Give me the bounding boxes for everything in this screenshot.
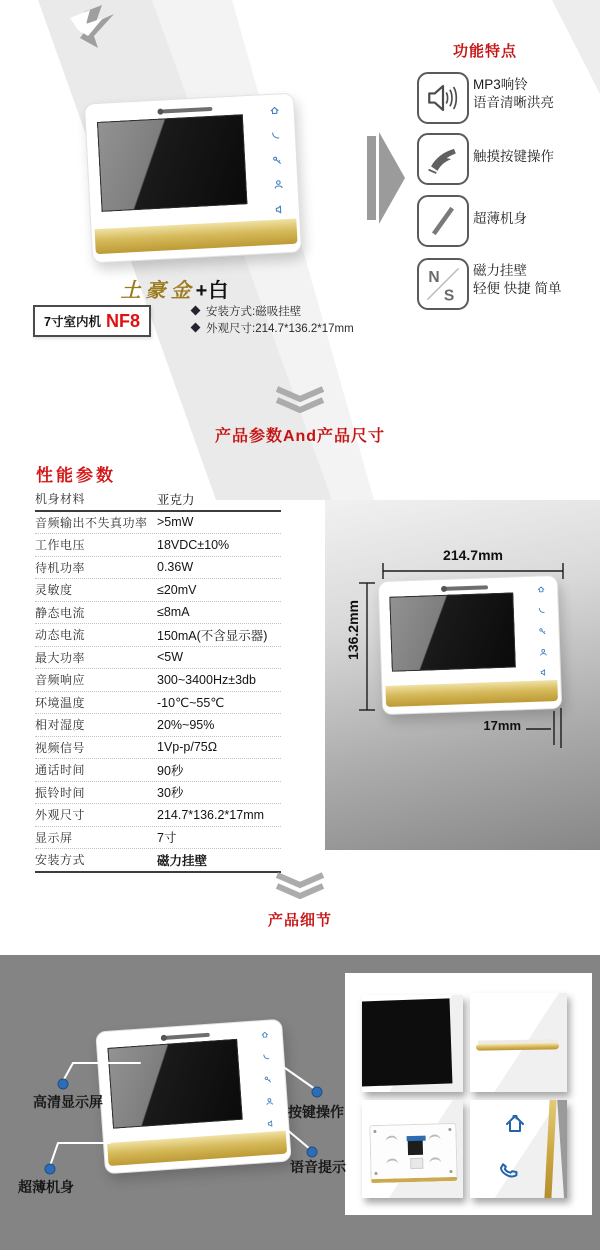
device-screen bbox=[97, 114, 247, 212]
table-row bbox=[35, 714, 281, 737]
chevron-down-icon bbox=[275, 872, 325, 900]
color-name-gold: 土豪金 bbox=[120, 278, 196, 302]
bullet-size-text: 外观尺寸:214.7*136.2*17mm bbox=[206, 322, 354, 335]
model-size-label: 7寸室内机 bbox=[44, 315, 101, 329]
screw-dot bbox=[375, 1171, 378, 1174]
diamond-bullet-icon bbox=[191, 323, 201, 333]
touch-hand-icon bbox=[421, 137, 465, 181]
home-icon bbox=[503, 1112, 527, 1136]
feature-text-touch bbox=[473, 148, 598, 166]
spec-label: 显示屏 bbox=[35, 830, 73, 845]
spec-value: ≤8mA bbox=[157, 605, 190, 620]
feature-box-mp3 bbox=[417, 72, 469, 124]
magnet-ns-icon bbox=[421, 262, 465, 306]
spec-value: 20%~95% bbox=[157, 717, 215, 732]
screw-dot bbox=[450, 1169, 453, 1172]
brand-logo bbox=[165, 1032, 210, 1039]
section-title-details: 产品细节 bbox=[267, 912, 332, 929]
table-row bbox=[35, 827, 281, 850]
spec-value: 亚克力 bbox=[157, 492, 195, 507]
spec-label: 机身材料 bbox=[35, 492, 86, 507]
gold-strip bbox=[95, 219, 298, 255]
feature-box-magnet bbox=[417, 258, 469, 310]
table-row bbox=[35, 782, 281, 805]
table-row bbox=[35, 602, 281, 625]
detail-photo-screen bbox=[362, 995, 463, 1092]
spec-label: 外观尺寸 bbox=[35, 808, 86, 823]
dimension-panel bbox=[325, 500, 600, 850]
magnet-n-letter: N bbox=[428, 269, 440, 287]
gold-strip bbox=[107, 1131, 288, 1166]
feature-text-mp3 bbox=[473, 76, 598, 112]
spec-value: 214.7*136.2*17mm bbox=[157, 807, 265, 822]
height-dimension-label: 136.2mm bbox=[345, 600, 361, 660]
spec-label: 安装方式 bbox=[35, 853, 86, 868]
spec-value: 300~3400Hz±3db bbox=[157, 672, 256, 687]
device-body bbox=[95, 1019, 292, 1175]
phone-icon bbox=[271, 130, 282, 141]
diamond-bullet-icon bbox=[191, 306, 201, 316]
table-row bbox=[35, 534, 281, 557]
flow-arrow-icon bbox=[379, 132, 405, 224]
spec-label: 音频输出不失真功率 bbox=[35, 515, 148, 530]
spec-value: 30秒 bbox=[157, 786, 184, 801]
detail-photo-keys bbox=[470, 1100, 567, 1198]
back-plate bbox=[369, 1122, 457, 1182]
bullet-install bbox=[192, 302, 354, 319]
mount-slot bbox=[386, 1158, 398, 1165]
feature-line: 超薄机身 bbox=[473, 211, 527, 226]
screw-dot bbox=[449, 1128, 452, 1131]
mount-slot bbox=[428, 1133, 440, 1140]
features-title: 功能特点 bbox=[452, 43, 517, 60]
feature-text-slim bbox=[473, 210, 598, 228]
spec-value: 18VDC±10% bbox=[157, 537, 230, 552]
mount-slot bbox=[386, 1134, 398, 1141]
product-details-section bbox=[0, 955, 600, 1250]
table-row bbox=[35, 849, 281, 873]
speaker-icon bbox=[267, 1120, 276, 1129]
annotation-slim: 超薄机身 bbox=[18, 1179, 74, 1195]
phone-icon bbox=[497, 1159, 521, 1183]
table-row bbox=[35, 737, 281, 760]
mount-slot bbox=[429, 1157, 441, 1164]
speaker-icon bbox=[275, 204, 286, 215]
spec-label: 待机功率 bbox=[35, 560, 86, 575]
table-row bbox=[35, 669, 281, 692]
loudspeaker-icon bbox=[421, 76, 465, 120]
slim-body-icon bbox=[421, 199, 465, 243]
home-icon bbox=[261, 1030, 270, 1039]
annotation-keys: 按键操作 bbox=[288, 1104, 344, 1120]
detail-photo-edge bbox=[470, 993, 567, 1092]
width-dimension-label: 214.7mm bbox=[443, 547, 503, 563]
spec-label: 环境温度 bbox=[35, 695, 86, 710]
unlock-icon bbox=[264, 1075, 273, 1084]
detail-photo-back bbox=[362, 1100, 463, 1198]
model-badge bbox=[33, 305, 151, 337]
table-row bbox=[35, 557, 281, 580]
table-row bbox=[35, 579, 281, 602]
model-code: NF8 bbox=[105, 310, 140, 331]
spec-label: 振铃时间 bbox=[35, 785, 86, 800]
table-row bbox=[35, 647, 281, 670]
table-row bbox=[35, 804, 281, 827]
depth-dimension-label: 17mm bbox=[483, 718, 521, 733]
connector-blue bbox=[406, 1135, 425, 1140]
bullet-install-text: 安装方式:磁吸挂壁 bbox=[206, 305, 302, 318]
phone-icon bbox=[263, 1053, 272, 1062]
spec-value: 150mA(不含显示器) bbox=[157, 628, 268, 643]
product-render-detail bbox=[95, 1019, 292, 1175]
device-touch-keys bbox=[255, 1030, 282, 1128]
table-row bbox=[35, 488, 281, 512]
spec-label: 工作电压 bbox=[35, 538, 86, 553]
spec-label: 相对湿度 bbox=[35, 718, 86, 733]
spec-label: 音频响应 bbox=[35, 673, 86, 688]
table-row bbox=[35, 692, 281, 715]
feature-line: 轻便 快捷 简单 bbox=[473, 281, 562, 296]
feature-box-touch bbox=[417, 133, 469, 185]
device-touch-keys bbox=[263, 105, 292, 215]
annotation-screen: 高清显示屏 bbox=[33, 1094, 103, 1110]
brand-logo bbox=[162, 107, 212, 114]
device-screen bbox=[108, 1039, 243, 1128]
screen-closeup bbox=[362, 998, 452, 1087]
hero-bullets bbox=[192, 302, 354, 336]
spec-value: 磁力挂壁 bbox=[157, 853, 208, 868]
product-color-title bbox=[100, 274, 250, 303]
spec-value: 90秒 bbox=[157, 763, 184, 778]
monitor-icon bbox=[274, 180, 285, 191]
feature-text-magnet bbox=[473, 262, 598, 298]
home-icon bbox=[270, 105, 281, 116]
specs-table bbox=[35, 488, 281, 873]
table-row bbox=[35, 512, 281, 535]
feature-line: 磁力挂壁 bbox=[473, 263, 527, 278]
spec-label: 静态电流 bbox=[35, 605, 86, 620]
table-row bbox=[35, 759, 281, 782]
table-row bbox=[35, 624, 281, 647]
spec-value: 7寸 bbox=[157, 831, 177, 846]
spec-label: 最大功率 bbox=[35, 650, 86, 665]
spec-value: <5W bbox=[157, 650, 184, 665]
feature-box-slim bbox=[417, 195, 469, 247]
monitor-icon bbox=[266, 1097, 275, 1106]
spec-label: 灵敏度 bbox=[35, 583, 73, 598]
device-body bbox=[84, 93, 302, 264]
chevron-down-icon bbox=[275, 386, 325, 414]
annotation-voice: 语音提示 bbox=[290, 1159, 346, 1175]
spec-label: 通话时间 bbox=[35, 763, 86, 778]
spec-value: 0.36W bbox=[157, 560, 194, 575]
screw-dot bbox=[374, 1130, 377, 1133]
specs-title: 性能参数 bbox=[36, 466, 116, 485]
section-title-params: 产品参数And产品尺寸 bbox=[214, 428, 386, 445]
product-render-hero bbox=[84, 93, 302, 264]
spec-label: 视频信号 bbox=[35, 740, 86, 755]
spec-label: 动态电流 bbox=[35, 628, 86, 643]
color-name-white: +白 bbox=[195, 280, 230, 302]
detail-photo-grid bbox=[345, 973, 592, 1215]
spec-value: >5mW bbox=[157, 515, 194, 530]
magnet-s-letter: S bbox=[443, 287, 455, 305]
connector-socket bbox=[410, 1157, 423, 1168]
spec-value: 1Vp-p/75Ω bbox=[157, 740, 218, 755]
bullet-size bbox=[192, 319, 354, 336]
feature-line: MP3响铃 bbox=[473, 77, 528, 92]
spec-value: ≤20mV bbox=[157, 582, 197, 597]
flow-arrow-bar bbox=[367, 136, 376, 220]
feature-line: 语音清晰洪亮 bbox=[473, 95, 554, 110]
spec-value: -10℃~55℃ bbox=[157, 695, 225, 710]
unlock-icon bbox=[272, 155, 283, 166]
feature-line: 触摸按键操作 bbox=[473, 149, 554, 164]
